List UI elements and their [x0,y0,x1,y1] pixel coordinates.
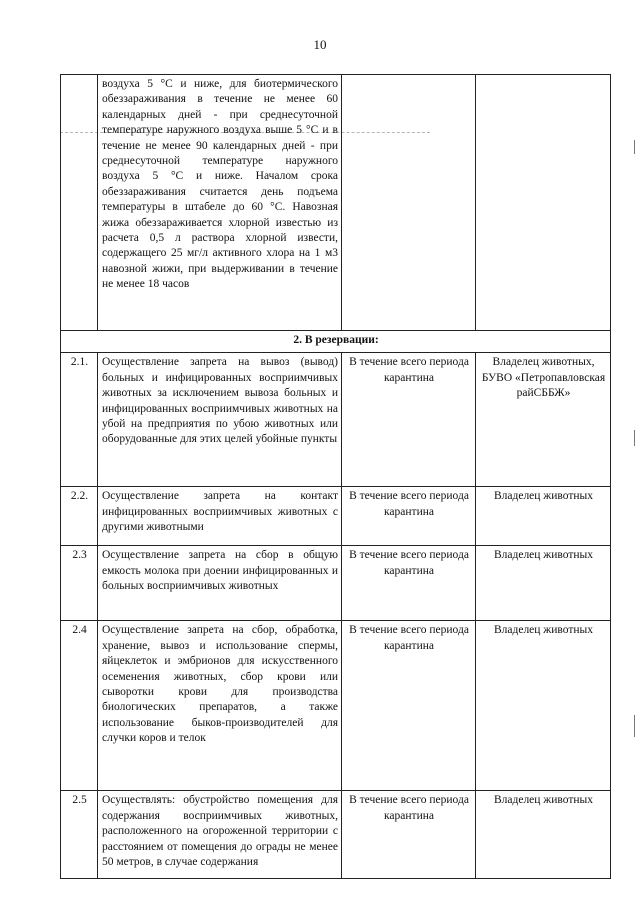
row-responsible: Владелец животных [476,791,611,879]
table-row-continuation [61,75,611,331]
row-number-cell [61,75,98,331]
row-term: В течение всего периода карантина [342,621,476,791]
row-number: 2.1. [61,353,98,487]
scan-edge-mark [634,715,635,737]
measures-table [60,74,611,879]
row-term: В течение всего периода карантина [342,546,476,621]
row-number: 2.5 [61,791,98,879]
section-title: 2. В резервации: [61,331,611,353]
row-action: Осуществлять: обустройство помещения для содержания восприимчивых животных, расположенного на огороженной территории с расстоянием от помещения до ограды не менее 50 метров, в случае содержания [98,791,342,879]
row-responsible: Владелец животных [476,546,611,621]
row-number: 2.2. [61,487,98,546]
scan-edge-mark [634,430,635,446]
row-term: В течение всего периода карантина [342,487,476,546]
scan-edge-mark [634,140,635,154]
row-term: В течение всего периода карантина [342,353,476,487]
row-action: Осуществление запрета на сбор, обработка, хранение, вывоз и использование спермы, яйцеклеток и эмбрионов для искусственного осеменения животных, сбор крови или сыворотки крови для производства биологических препаратов, а также использование быков-производителей для случки коров и телок [98,621,342,791]
table-row [61,353,611,487]
row-number: 2.4 [61,621,98,791]
table-row [61,791,611,879]
row-responsible: Владелец животных [476,621,611,791]
row-term-cell [342,75,476,331]
section-header-row [61,331,611,353]
row-responsible-cell [476,75,611,331]
table-row [61,546,611,621]
row-term: В течение всего периода карантина [342,791,476,879]
row-action: Осуществление запрета на вывоз (вывод) больных и инфицированных восприимчивых животных за исключением вывоза больных и инфицированных восприимчивых животных на убой на предприятия по убою животных или оборудованные для этих целей убойные пункты [98,353,342,487]
page-number: 10 [313,37,327,52]
row-responsible: Владелец животных, БУВО «Петропавловская райСББЖ» [476,353,611,487]
row-responsible: Владелец животных [476,487,611,546]
table-row [61,487,611,546]
row-action: Осуществление запрета на контакт инфицированных восприимчивых животных с другими животными [98,487,342,546]
row-action-cell: воздуха 5 °С и ниже, для биотермического обеззараживания в течение не менее 60 календарных дней - при среднесуточной температуре наружного воздуха выше 5 °С и в течение не менее 90 календарных дней - при среднесуточной температуре наружного воздуха 5 °С и ниже. Началом срока обеззараживания считается день подъема температуры в штабеле до 60 °С. Навозная жижа обеззараживается хлорной известью из расчета 0,5 л раствора хлорной извести, содержащего 25 мг/л активного хлора на 1 м3 навозной жижи, при выдерживании в течение не менее 18 часов [98,75,342,331]
table-row [61,621,611,791]
row-action: Осуществление запрета на сбор в общую емкость молока при доении инфицированных и больных восприимчивых животных [98,546,342,621]
row-number: 2.3 [61,546,98,621]
